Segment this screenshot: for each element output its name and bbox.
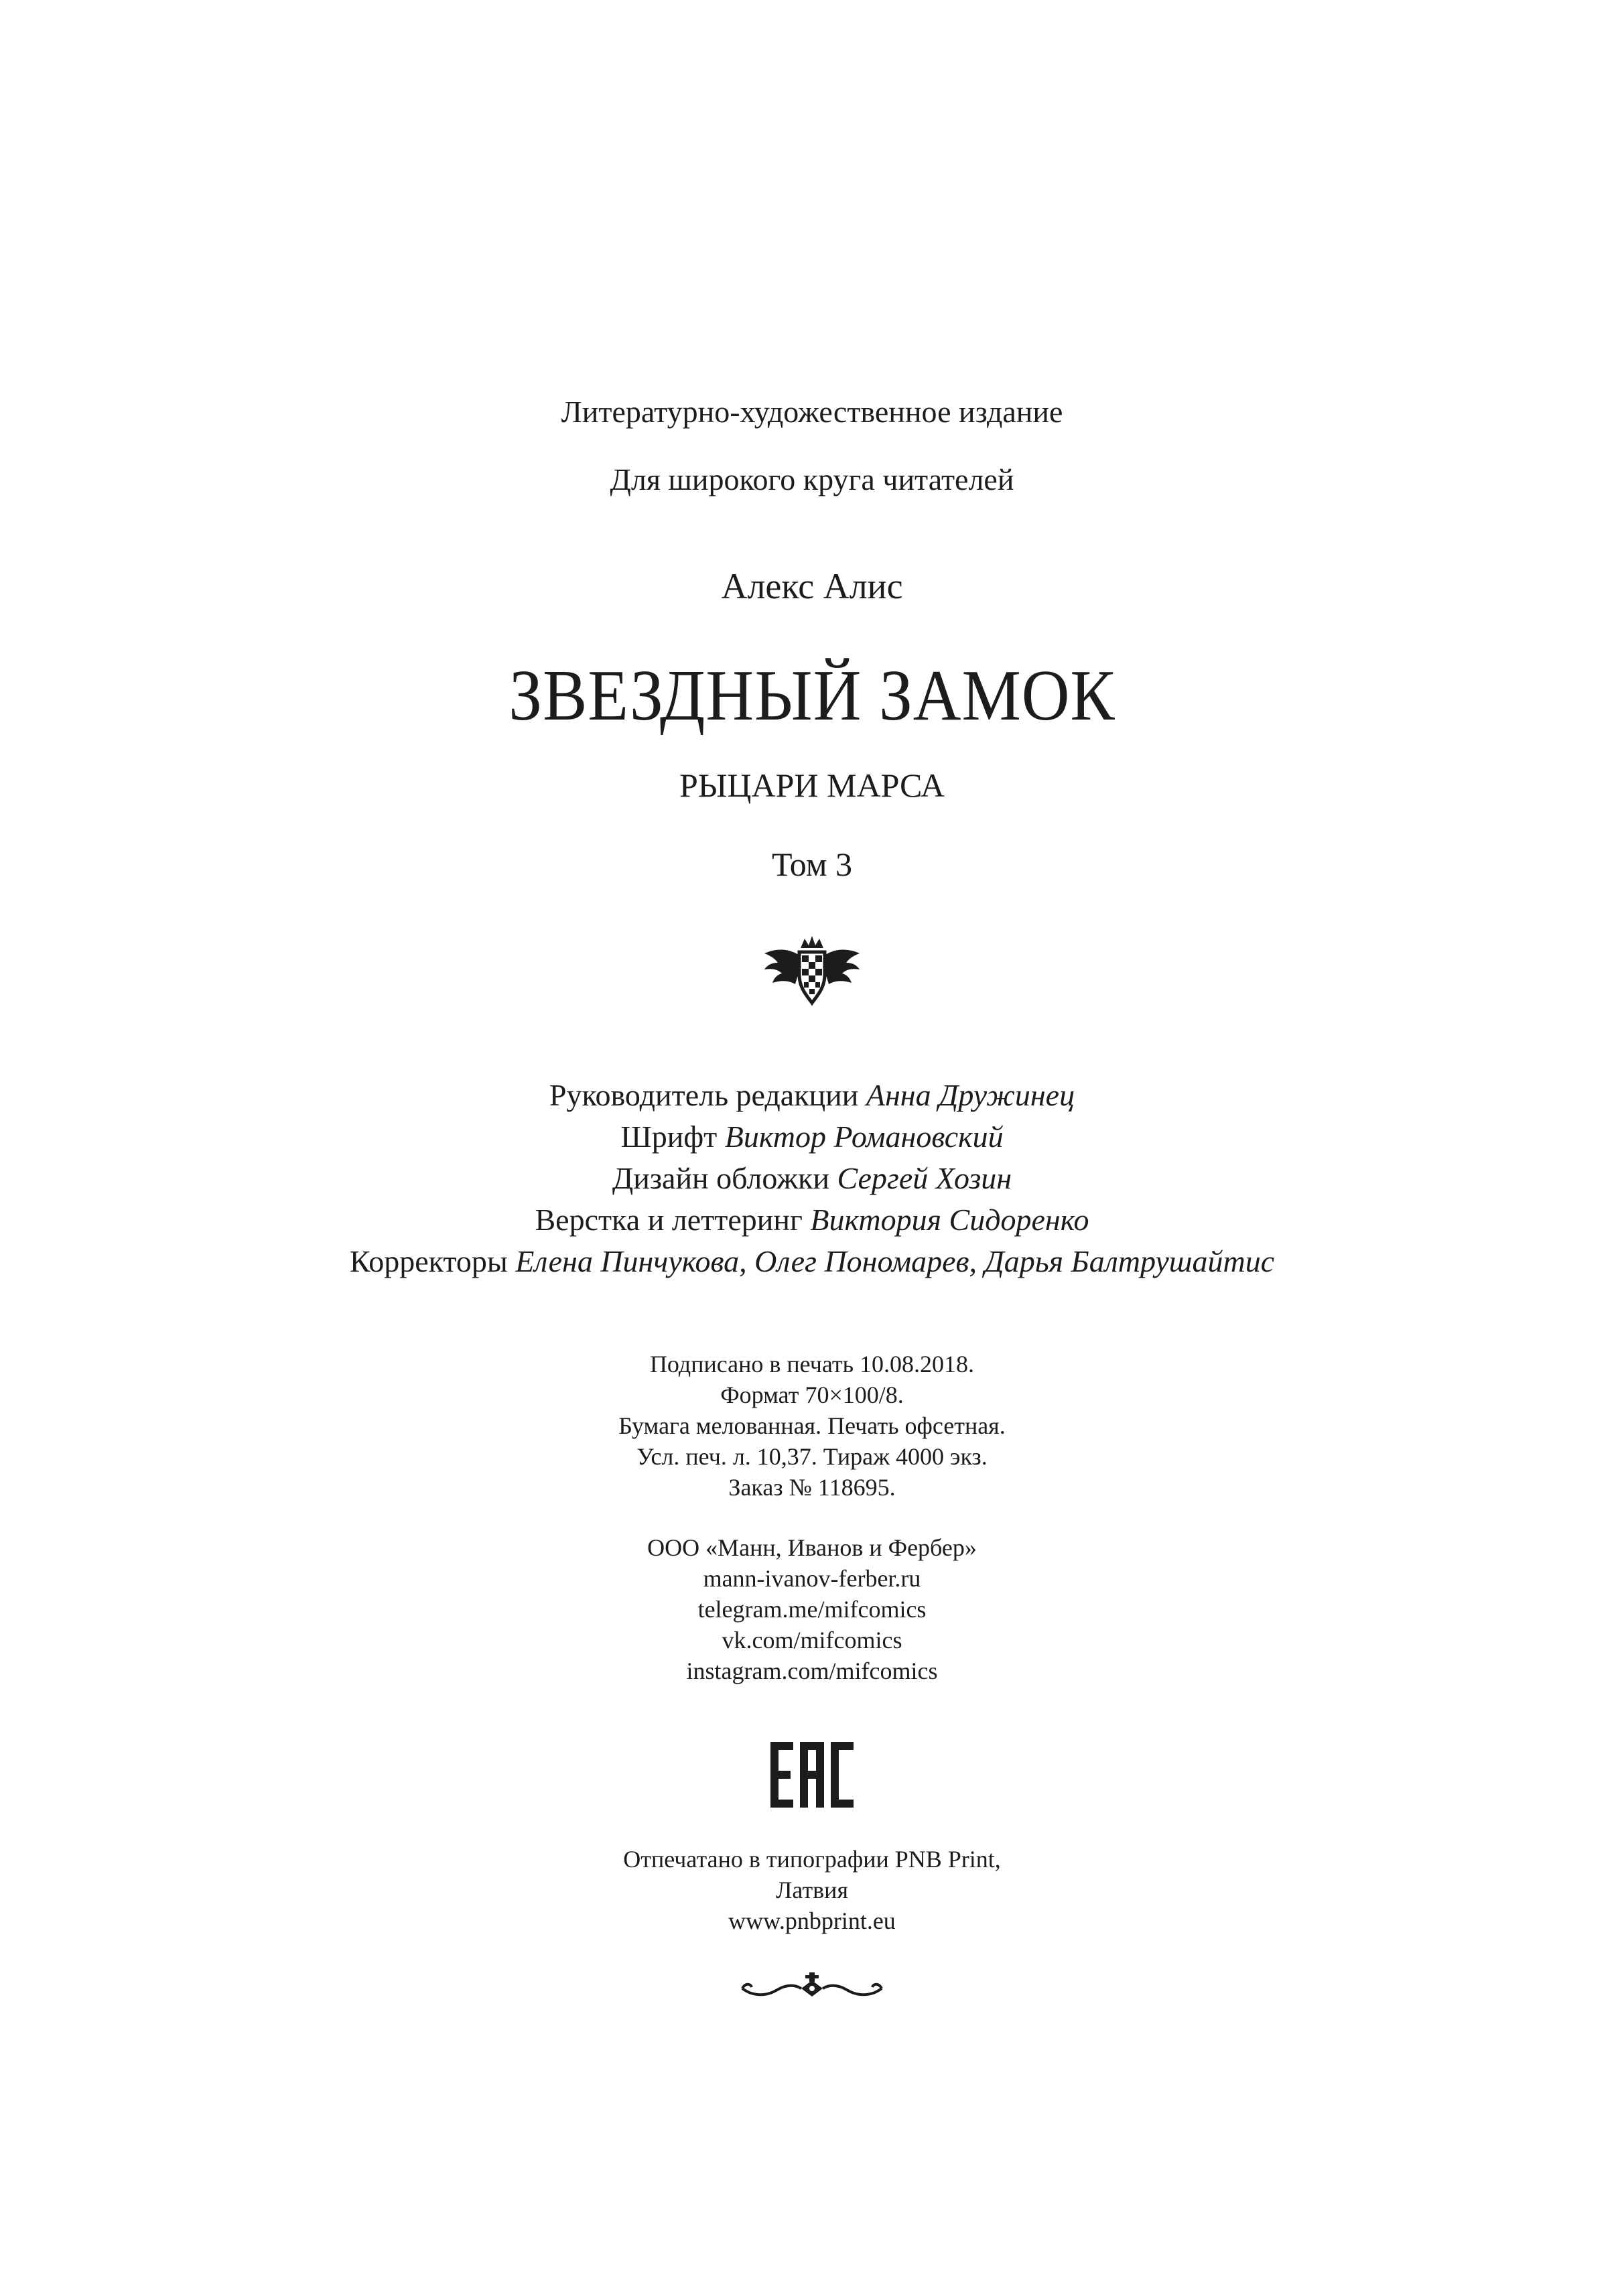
credit-line-cover xyxy=(0,1163,1624,1194)
print-paper: Бумага мелованная. Печать офсетная. xyxy=(618,1412,1006,1439)
credit-role: Руководитель редакции xyxy=(549,1078,859,1112)
book-subtitle: РЫЦАРИ МАРСА xyxy=(679,766,945,804)
eac-mark-icon xyxy=(769,1741,855,1809)
audience-note: Для широкого круга читателей xyxy=(610,462,1014,496)
credit-person: Анна Дружинец xyxy=(866,1078,1075,1112)
flourish-ornament-icon xyxy=(740,1970,884,2003)
credit-role: Корректоры xyxy=(349,1244,508,1278)
printer-website: www.pnbprint.eu xyxy=(728,1907,896,1934)
publisher-telegram: telegram.me/mifcomics xyxy=(697,1596,927,1623)
publisher-name: ООО «Манн, Иванов и Фербер» xyxy=(647,1534,977,1561)
edition-type: Литературно-художественное издание xyxy=(561,395,1063,429)
credit-person: Виктор Романовский xyxy=(724,1120,1004,1154)
print-run: Усл. печ. л. 10,37. Тираж 4000 экз. xyxy=(636,1443,988,1470)
credit-line-font xyxy=(0,1122,1624,1152)
publisher-website: mann-ivanov-ferber.ru xyxy=(703,1565,921,1592)
publisher-vk: vk.com/mifcomics xyxy=(722,1627,902,1653)
print-format: Формат 70×100/8. xyxy=(720,1381,904,1408)
credit-line-proofreaders xyxy=(0,1246,1624,1277)
credit-person: Сергей Хозин xyxy=(837,1161,1012,1195)
winged-crest-icon xyxy=(762,933,862,1007)
credit-role: Дизайн обложки xyxy=(612,1161,829,1195)
credit-role: Шрифт xyxy=(620,1120,718,1154)
publisher-instagram: instagram.com/mifcomics xyxy=(686,1658,938,1684)
credit-line-layout xyxy=(0,1205,1624,1235)
volume-number: Том 3 xyxy=(772,846,852,883)
printer-country: Латвия xyxy=(775,1877,849,1903)
print-signed-date: Подписано в печать 10.08.2018. xyxy=(649,1351,975,1377)
author-name: Алекс Алис xyxy=(721,566,903,606)
credit-person: Елена Пинчукова, Олег Пономарев, Дарья Балтрушайтис xyxy=(515,1244,1275,1278)
printer-name: Отпечатано в типографии PNB Print, xyxy=(623,1846,1001,1873)
credit-line-editor xyxy=(0,1080,1624,1111)
credit-role: Верстка и леттеринг xyxy=(535,1203,803,1237)
book-title: ЗВЕЗДНЫЙ ЗАМОК xyxy=(509,656,1115,736)
credit-person: Виктория Сидоренко xyxy=(810,1203,1089,1237)
print-order: Заказ № 118695. xyxy=(728,1474,896,1501)
